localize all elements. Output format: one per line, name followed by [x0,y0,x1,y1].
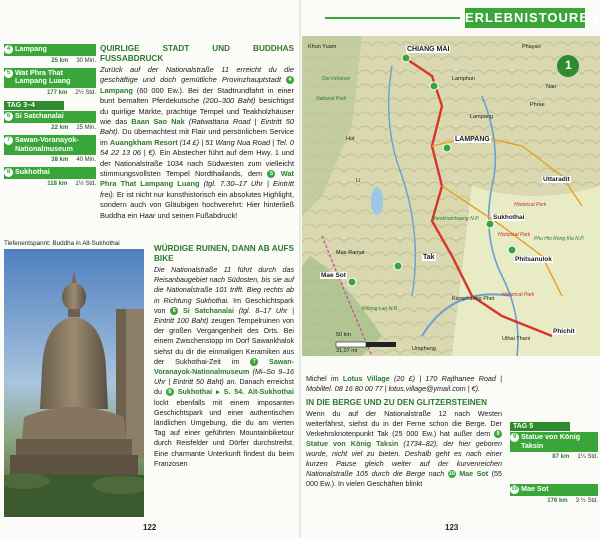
stop-sukhothai [4,167,96,191]
route-number-badge: 1 [565,58,572,72]
map-town-label: Phichit [553,328,575,335]
map-town-label: LAMPANG [455,136,490,143]
map-town-label: Lampang [470,114,493,120]
map-park-label: Doi Inthanon [322,76,351,82]
stop-name: Wat Phra That Lampang Luang [15,67,71,86]
poi-number: 9 [494,430,502,438]
poi-number: 4 [286,76,294,84]
poi-name: Wat Phra That Lampang Luang [100,169,294,189]
text-run: Ein Abstecher führt auf dem Hwy. 1 und der Nationalstraße 1034 nach Südwesten zum vielleicht stimmungsvollsten Tempel Nordthailands, dem [100,148,294,179]
map-poi-label: Historical Park [502,292,535,298]
poi-name: Auangkham Resort [109,137,178,147]
text-run: Wenn du auf der Nationalstraße 12 nach Westen weiterfährst, siehst du in der Ferne schon die Berge. Der Verkehrsknotenpunkt Tak (25 000 Ew.) hat außer dem [306,409,502,438]
stop-time: 1½ Std. [75,180,96,187]
stop-wat-phra-that [4,68,96,100]
stop-number: 5 [4,69,13,78]
map-town-label: Li [356,178,361,184]
text-run: (Ratwattana Road | Eintritt 50 Baht). [100,117,294,137]
map-town-label: Hot [346,136,355,142]
stop-time: 2½ Std. [75,89,96,96]
map-town-label: CHIANG MAI [407,46,450,53]
text-run: Du übernachtest mit Flair und persönlichem Service im [100,127,294,147]
buddha-statue-image [4,249,144,517]
map-town-label: Uttaradit [543,176,570,183]
stop-distance: 22 km [51,125,69,132]
page-reference[interactable]: ▸ S. 54. Alt-Sukhothai [216,388,294,397]
route-stop-list [4,44,96,190]
map-town-label: Umphang [412,346,436,352]
page-gutter [299,0,301,538]
stop-number: 8 [4,168,13,177]
text-run: (1734–82), der hier geboren wurde, nicht viel zu bieten. Deshalb geht es nach einer kurzen Pause gleich weiter auf der kurvenreichen Nationalstraße 105 durch die Berge nach [306,439,502,478]
poi-number: 7 [250,358,258,366]
stop-time: 25 Min. [76,125,96,132]
map-town-label: Khun Yuam [308,44,337,50]
map-poi-label: Historical Park [498,232,531,238]
section-heading: WÜRDIGE RUINEN, DANN AB AUFS BIKE [154,244,294,263]
poi-name: Baan Sao Nak [131,117,185,127]
map-town-label: Phitsanulok [515,256,552,263]
map-scale-mi: 31,07 mi [336,348,358,354]
map-town-label: Sukhothai [493,214,525,221]
text-run: (60 000 Ew.). Bei der Stadtrundfahrt in einer bunt bemalten Pferdekutsche [100,85,294,106]
stop-time: 1¼ Std. [577,454,598,461]
poi-name: Mae Sot [459,469,489,478]
stop-lampang [4,44,96,68]
map-park-label: Khlong Lan N.P. [362,306,398,312]
stop-statue-taksin [510,432,598,464]
route-map [302,36,600,356]
day-tag-label: TAG 3–4 [4,101,64,110]
poi-name: Sukhothai [177,388,213,397]
poi-number: 5 [267,170,275,178]
map-park-label: Phu Hin Rong Kla N.P. [534,236,585,242]
stop-number: 6 [4,112,13,121]
map-town-label: Mae Sot [321,272,346,279]
page-number-right: 123 [445,523,459,532]
text-run: Michel im [306,374,339,383]
section-heading: IN DIE BERGE UND ZU DEN GLITZERSTEINEN [306,398,488,407]
poi-name: Si Satchanalai [183,306,234,315]
map-town-label: Phrae [530,102,545,108]
stop-distance: 38 km [51,157,69,164]
stop-mae-sot [510,484,598,508]
stop-time: 3 ½ Std. [575,497,598,504]
right-text-top [306,374,502,489]
paragraph [100,65,294,221]
map-town-label: Lamphun [452,76,475,82]
text-run: Er ist nicht nur kunsthistorisch ein absolutes Highlight, sondern auch von Gläubigen hochverehrt: Hier hinterließ Buddha ein Haar und seinen Fußabdruck! [100,189,294,220]
buddha-photo [4,249,144,517]
map-park-label: National Park [316,96,347,102]
text-run: (20 £) | 170 Rajthanee Road | Mobiltel. 08 16 80 00 77 | lotus.village@ymail.com | €). [306,374,502,393]
stop-time: 40 Min. [76,157,96,164]
text-run: (Mi–So 9–16 Uhr | Eintritt 50 Baht) an. [154,368,294,387]
paragraph [154,265,294,469]
map-town-label: Uthai Thani [502,336,531,342]
stop-name: Sukhothai [15,166,50,176]
text-run: (14 £) | 51 Wang Nua Road | Tel. 0 54 22 13 06 | €). [100,137,294,158]
map-scale-km: 50 km [336,332,351,338]
text-run: lockt ebenfalls mit einem imposanten Geschichtspark und einer authentischen ländlichen Umgebung, die du am vierten Tag auf einer geführten Mountainbiketour durch Reisfelder und Dörfer durchstreifst. Eine charmante Unterkunft findest du beim Franzosen [154,398,294,468]
poi-number: 8 [166,388,174,396]
poi-name: Lotus Village [342,374,390,383]
poi-name: Statue von König Taksin [306,439,399,448]
map-town-label: Phayao [522,44,541,50]
stop-number: 4 [4,45,13,54]
left-text-upper [100,44,294,221]
stop-number: 10 [511,485,518,492]
text-run: (55 000 Ew.). In vielen Geschäften blinkt [306,469,503,488]
stop-distance: 118 km [47,180,68,187]
poi-number: 6 [170,307,178,315]
stop-sawan-voranayok [4,135,96,167]
stop-name: Si Satchanalai [15,111,64,121]
text-run: Danach erreichst du [154,378,294,397]
stop-name: Statue von König Taksin [521,432,581,450]
map-town-label: Mae Ramat [336,250,365,256]
map-town-label: Tak [423,254,435,261]
section-heading: QUIRLIGE STADT UND BUDDHAS FUSSABDRUCK [100,44,294,63]
text-run: (tgl. 7.30–17 Uhr | Eintritt frei). [100,179,294,199]
stop-number: 9 [510,433,519,442]
text-run: (tgl. 8–17 Uhr | Eintritt 100 Baht) [154,306,294,326]
page-number-left: 122 [143,523,157,532]
text-run: Im Geschichtspark von [154,296,294,315]
text-run: zeugen Tempelruinen von der großen Vergangenheit des Orts. Bei einem Zwischenstopp im Dorf Sawankhalok siehst du dir die einmaligen Keramiken aus der Sukhothai-Zeit im [154,317,294,366]
stop-distance: 87 km [552,454,570,461]
stop-name: Mae Sot [521,483,549,493]
stop-name: Lampang [15,44,47,53]
photo-caption: Tiefenentspannt: Buddha in Alt-Sukhothai [4,240,120,247]
stop-time: 30 Min. [76,58,96,64]
poi-name: Sawan-Voranayok-Nationalmuseum [154,357,294,377]
stop-si-satchanalai [4,111,96,135]
stop-number: 7 [4,136,13,145]
map-poi-label: Historical Park [514,202,547,208]
stop-distance: 176 km [547,497,568,504]
map-town-label: Kamphaeng Phet [452,296,495,302]
stop-distance: 25 km [51,58,69,64]
map-park-label: Ramkhamhaeng N.P. [432,216,480,222]
map-town-label: Nan [546,84,557,90]
day-tag-label: TAG 5 [510,422,570,431]
stop-distance: 177 km [46,89,68,96]
text-run: Die Nationalstraße 11 führt durch das Reisanbaugebiet nach Südosten, bis sie auf die Nationalstraße 101 trifft. Bieg rechts ab in Richtung Sukhothai. [154,266,294,305]
route-stop-list-right [510,420,598,507]
text-run: besichtigst du quirlige Märkte, prächtige Tempel und Teakholzhäuser wie das [100,96,295,127]
paragraph [306,374,502,394]
stop-name: Sawan-Voranayok-Nationalmuseum [15,134,79,153]
page-header-title: ERLEBNISTOUREN [465,8,585,28]
paragraph [306,409,502,489]
poi-name: Lampang [100,85,133,95]
left-text-lower [154,244,294,469]
poi-number: 10 [448,471,455,477]
text-run: (200–300 Baht) [202,96,256,106]
text-run: Zurück auf der Nationalstraße 11 erreicht du die geschäftige und doch gemütliche Provinzhauptstadt [100,65,294,85]
